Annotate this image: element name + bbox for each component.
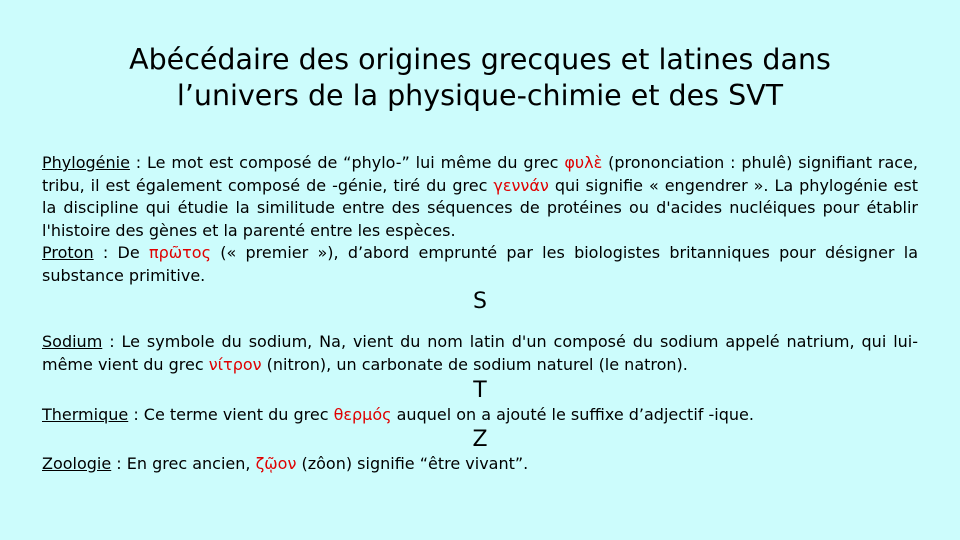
- term-proton: Proton: [42, 243, 94, 262]
- greek-word: γεννάν: [493, 175, 549, 195]
- letter-heading-z: Z: [472, 426, 488, 452]
- entry-phylogenie: [42, 152, 918, 242]
- term-phylogenie: Phylogénie: [42, 153, 130, 172]
- entry-text: : De: [93, 243, 149, 262]
- term-sodium: Sodium: [42, 332, 103, 351]
- greek-word: ζῷον: [255, 453, 297, 473]
- greek-word: θερμός: [333, 405, 392, 424]
- letter-heading-s: S: [473, 289, 487, 314]
- entry-text: auquel on a ajouté le suffixe d’adjectif -ique.: [391, 405, 754, 424]
- entry-text: : Le mot est composé de “phylo-” lui même du grec: [129, 153, 565, 172]
- entry-thermique: [42, 404, 918, 427]
- entry-proton: [42, 242, 918, 287]
- entry-text: (zôon) signifie “être vivant”.: [296, 453, 529, 473]
- title-line-2: l’univers de la physique-chimie et des SVT: [176, 79, 784, 112]
- greek-word: φυλὲ: [564, 153, 603, 172]
- entry-text: (nitron), un carbonate de sodium naturel (le natron).: [261, 354, 688, 374]
- entry-text: (« premier »), d’abord emprunté par les biologistes britanniques pour désigner la substance primitive.: [42, 243, 919, 285]
- glossary-content: [42, 152, 918, 475]
- term-thermique: Thermique: [42, 405, 129, 424]
- title-line-1: Abécédaire des origines grecques et latines dans: [129, 43, 831, 76]
- letter-heading-t: T: [473, 378, 487, 403]
- term-zoologie: Zoologie: [42, 453, 112, 473]
- entry-text: qui signifie « engendrer ». La phylogénie est la discipline qui étudie la similitude entre des séquences de protéines ou d'acides nucléiques pour établir l'histoire des gènes et la parenté entre les espèces.: [42, 175, 919, 240]
- entry-zoologie: [42, 453, 918, 476]
- entry-text: : Le symbole du sodium, Na, vient du nom latin d'un composé du sodium appelé natrium, qui lui-même vient du grec: [42, 332, 918, 374]
- entry-sodium: [42, 331, 918, 376]
- entry-text: (prononciation : phulê) signifiant race, tribu, il est également composé de -génie, tiré du grec: [42, 153, 918, 195]
- page-title: [40, 42, 920, 114]
- greek-word: νίτρον: [208, 354, 262, 374]
- entry-text: : Ce terme vient du grec: [128, 405, 334, 424]
- greek-word: πρῶτος: [148, 243, 211, 262]
- entry-text: : En grec ancien,: [111, 453, 256, 473]
